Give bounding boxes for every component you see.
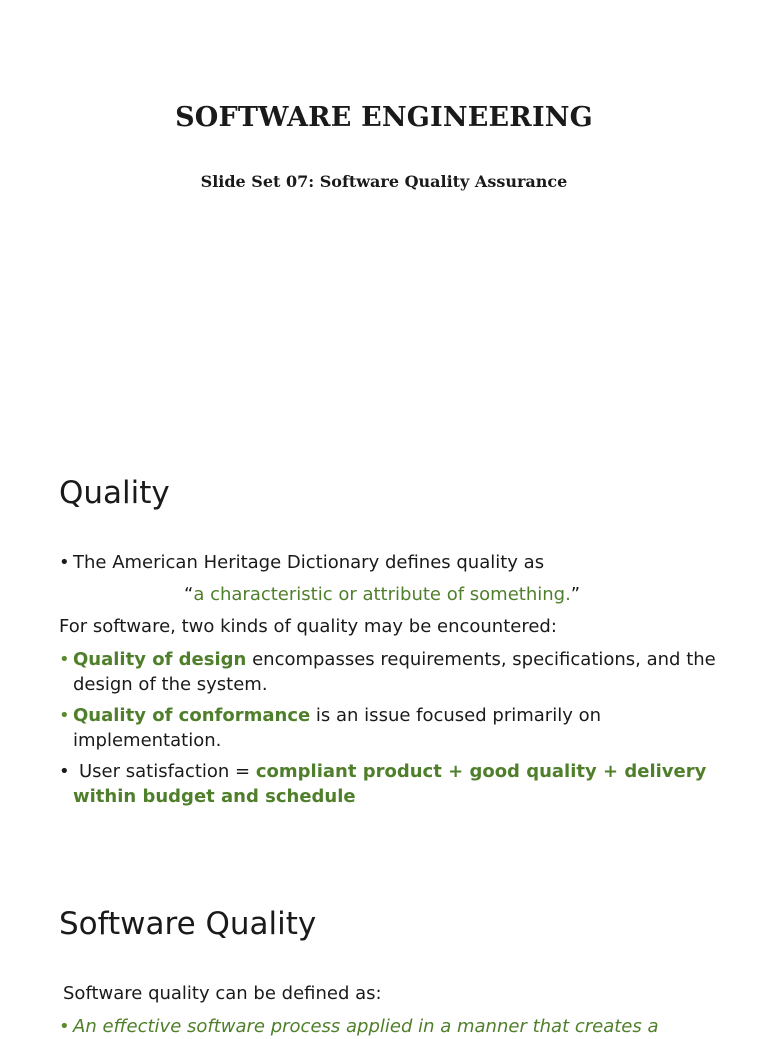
slide-heading: Software Quality [59, 906, 317, 942]
deck-subtitle: Slide Set 07: Software Quality Assurance [200, 172, 568, 191]
conformance-line-2: implementation. [73, 730, 222, 751]
intro-line: Software quality can be defined as: [63, 983, 382, 1004]
title-slide [0, 0, 768, 432]
quote-text: a characteristic or attribute of something. [193, 584, 571, 605]
satisfaction-value: compliant product + good quality + delivery [255, 761, 707, 782]
quote-line [184, 582, 580, 607]
conformance-line-1 [73, 703, 601, 728]
definition-bullet: An effective software process applied in a manner that creates a [73, 1016, 659, 1037]
conformance-rest: is an issue focused primarily on [310, 705, 601, 726]
software-quality-slide [0, 864, 768, 1037]
design-line-1 [73, 647, 716, 672]
deck-title: SOFTWARE ENGINEERING [175, 102, 593, 133]
quote-open: “ [184, 584, 194, 605]
conformance-term: Quality of conformance [73, 705, 311, 726]
bullet-glyph: • [59, 705, 70, 726]
satisfaction-line-1 [79, 759, 706, 784]
satisfaction-label: User satisfaction = [79, 761, 256, 782]
slide-heading: Quality [59, 475, 170, 511]
definition-line: The American Heritage Dictionary defines quality as [73, 552, 545, 573]
design-line-2: design of the system. [73, 674, 268, 695]
bullet-glyph: • [59, 761, 70, 782]
quality-slide [0, 432, 768, 864]
bullet-glyph: • [59, 552, 70, 573]
satisfaction-line-2: within budget and schedule [73, 786, 356, 807]
intro-line: For software, two kinds of quality may be encountered: [59, 616, 557, 637]
bullet-glyph: • [59, 649, 70, 670]
design-term: Quality of design [73, 649, 247, 670]
bullet-glyph: • [59, 1016, 70, 1037]
quote-close: ” [570, 584, 581, 605]
design-rest: encompasses requirements, specifications, and the [246, 649, 716, 670]
